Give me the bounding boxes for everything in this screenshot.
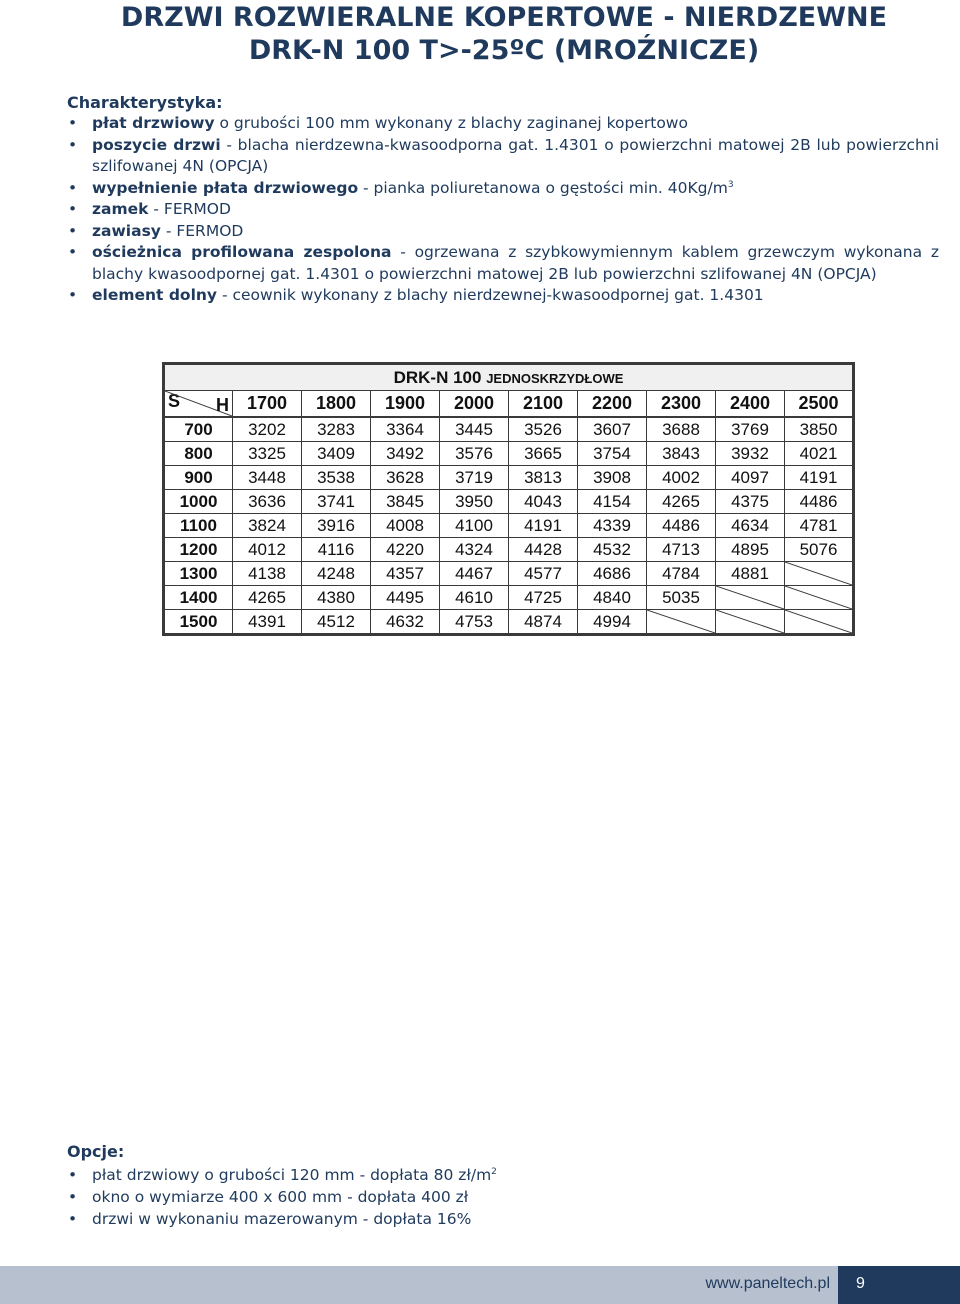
price-cell: 3754 <box>578 442 647 466</box>
price-cell: 5035 <box>647 586 716 610</box>
corner-cell <box>164 391 233 418</box>
price-cell: 4380 <box>302 586 371 610</box>
price-cell: 3850 <box>785 417 854 442</box>
spec-item <box>67 178 939 200</box>
price-cell: 4191 <box>785 466 854 490</box>
price-cell: 4840 <box>578 586 647 610</box>
price-cell: 4012 <box>233 538 302 562</box>
price-cell: 4532 <box>578 538 647 562</box>
price-cell: 4339 <box>578 514 647 538</box>
spec-label: płat drzwiowy <box>92 114 215 132</box>
price-cell: 3636 <box>233 490 302 514</box>
table-row <box>164 490 854 514</box>
price-cell: 3607 <box>578 417 647 442</box>
unavailable-cell <box>785 586 854 610</box>
price-cell: 4248 <box>302 562 371 586</box>
price-cell: 4495 <box>371 586 440 610</box>
price-cell: 3628 <box>371 466 440 490</box>
price-cell: 4002 <box>647 466 716 490</box>
price-cell: 4191 <box>509 514 578 538</box>
option-text: płat drzwiowy o grubości 120 mm - dopłata 80 zł/m <box>92 1166 492 1184</box>
price-cell: 3538 <box>302 466 371 490</box>
price-cell: 4428 <box>509 538 578 562</box>
price-cell: 4324 <box>440 538 509 562</box>
price-cell: 4097 <box>716 466 785 490</box>
option-item <box>67 1208 947 1230</box>
price-cell: 4138 <box>233 562 302 586</box>
height-header: 2300 <box>647 391 716 418</box>
price-cell: 3741 <box>302 490 371 514</box>
unavailable-cell <box>647 610 716 635</box>
price-cell: 4753 <box>440 610 509 635</box>
price-cell: 4610 <box>440 586 509 610</box>
height-header: 2100 <box>509 391 578 418</box>
price-cell: 4895 <box>716 538 785 562</box>
price-cell: 4467 <box>440 562 509 586</box>
height-header: 2200 <box>578 391 647 418</box>
height-header: 2400 <box>716 391 785 418</box>
width-header: 800 <box>164 442 233 466</box>
spec-text: - pianka poliuretanowa o gęstości min. 40Kg/m <box>358 178 728 197</box>
height-header: 1700 <box>233 391 302 418</box>
spec-item <box>67 113 939 135</box>
table-row <box>164 514 854 538</box>
unavailable-cell <box>716 586 785 610</box>
width-header: 1100 <box>164 514 233 538</box>
price-cell: 3364 <box>371 417 440 442</box>
spec-text: o grubości 100 mm wykonany z blachy zaginanej kopertowo <box>214 114 688 132</box>
price-cell: 4486 <box>785 490 854 514</box>
page-subtitle: DRK-N 100 T>-25ºC (MROŹNICZE) <box>248 35 760 66</box>
price-cell: 3409 <box>302 442 371 466</box>
price-cell: 4577 <box>509 562 578 586</box>
spec-label: zawiasy <box>92 221 161 240</box>
price-cell: 3526 <box>509 417 578 442</box>
spec-label: ościeżnica profilowana zespolona <box>92 243 392 261</box>
price-cell: 3576 <box>440 442 509 466</box>
price-cell: 4632 <box>371 610 440 635</box>
unavailable-cell <box>785 610 854 635</box>
spec-text: - ceownik wykonany z blachy nierdzewnej-kwasoodpornej gat. 1.4301 <box>217 286 764 304</box>
price-cell: 3492 <box>371 442 440 466</box>
price-cell: 3813 <box>509 466 578 490</box>
price-cell: 3445 <box>440 417 509 442</box>
spec-item <box>67 242 939 285</box>
spec-text: - FERMOD <box>160 221 244 240</box>
width-header: 1500 <box>164 610 233 635</box>
price-cell: 4008 <box>371 514 440 538</box>
table-row <box>164 610 854 635</box>
price-cell: 4100 <box>440 514 509 538</box>
width-header: 1200 <box>164 538 233 562</box>
width-axis-label: S <box>168 391 181 411</box>
table-title: DRK-N 100 JEDNOSKRZYDŁOWE <box>164 364 854 391</box>
table-row <box>164 466 854 490</box>
height-header: 2000 <box>440 391 509 418</box>
price-cell: 4116 <box>302 538 371 562</box>
price-cell: 3950 <box>440 490 509 514</box>
width-header: 1400 <box>164 586 233 610</box>
table-row <box>164 586 854 610</box>
table-row <box>164 417 854 442</box>
options-list <box>67 1164 947 1230</box>
price-cell: 3688 <box>647 417 716 442</box>
price-table <box>162 362 855 636</box>
unavailable-cell <box>785 562 854 586</box>
spec-label: wypełnienie płata drzwiowego <box>92 178 359 197</box>
options-heading: Opcje: <box>67 1142 125 1161</box>
spec-item <box>67 135 939 178</box>
price-cell: 4686 <box>578 562 647 586</box>
price-cell: 3845 <box>371 490 440 514</box>
width-header: 1000 <box>164 490 233 514</box>
price-cell: 4994 <box>578 610 647 635</box>
price-cell: 4265 <box>647 490 716 514</box>
price-cell: 4021 <box>785 442 854 466</box>
price-cell: 3769 <box>716 417 785 442</box>
website-link[interactable]: www.paneltech.pl <box>705 1275 830 1292</box>
price-cell: 4486 <box>647 514 716 538</box>
option-item <box>67 1164 947 1186</box>
page-title: DRZWI ROZWIERALNE KOPERTOWE - NIERDZEWNE <box>120 2 888 33</box>
option-text: drzwi w wykonaniu mazerowanym - dopłata 16% <box>92 1210 472 1228</box>
price-cell: 4881 <box>716 562 785 586</box>
price-cell: 3843 <box>647 442 716 466</box>
price-cell: 3665 <box>509 442 578 466</box>
price-cell: 4154 <box>578 490 647 514</box>
height-header: 1800 <box>302 391 371 418</box>
footer-bar <box>0 1266 960 1304</box>
spec-text: - ogrzewana z szybkowymiennym kablem grzewczym wykonana z blachy kwasoodpornej gat. 1.4301 o powierzchni matowej 2B lub powierzchni szlifowanej 4N (OPCJA) <box>92 243 939 283</box>
height-header: 2500 <box>785 391 854 418</box>
page-number-box <box>838 1266 960 1304</box>
spec-label: poszycie drzwi <box>92 135 221 154</box>
spec-text: - FERMOD <box>148 200 231 218</box>
price-cell: 4391 <box>233 610 302 635</box>
price-cell: 3448 <box>233 466 302 490</box>
price-cell: 3824 <box>233 514 302 538</box>
characteristics-heading: Charakterystyka: <box>67 93 223 112</box>
price-cell: 4725 <box>509 586 578 610</box>
width-header: 1300 <box>164 562 233 586</box>
width-header: 900 <box>164 466 233 490</box>
price-cell: 3908 <box>578 466 647 490</box>
price-cell: 4874 <box>509 610 578 635</box>
table-row <box>164 538 854 562</box>
option-superscript: 2 <box>491 1166 497 1177</box>
spec-item <box>67 285 939 307</box>
price-cell: 3202 <box>233 417 302 442</box>
price-cell: 4781 <box>785 514 854 538</box>
width-header: 700 <box>164 417 233 442</box>
spec-label: zamek <box>92 200 149 218</box>
price-cell: 4713 <box>647 538 716 562</box>
unavailable-cell <box>716 610 785 635</box>
spec-item <box>67 199 939 221</box>
price-cell: 4265 <box>233 586 302 610</box>
height-header: 1900 <box>371 391 440 418</box>
spec-superscript: 3 <box>727 179 734 190</box>
option-text: okno o wymiarze 400 x 600 mm - dopłata 400 zł <box>92 1188 469 1206</box>
price-cell: 4375 <box>716 490 785 514</box>
price-cell: 4784 <box>647 562 716 586</box>
price-cell: 3283 <box>302 417 371 442</box>
price-cell: 4043 <box>509 490 578 514</box>
spec-text: - blacha nierdzewna-kwasoodporna gat. 1.4301 o powierzchni matowej 2B lub powierzchni szlifowanej 4N (OPCJA) <box>92 135 939 175</box>
table-row <box>164 442 854 466</box>
page-number: 9 <box>856 1275 865 1292</box>
spec-item <box>67 221 939 243</box>
option-item <box>67 1186 947 1208</box>
height-axis-label: H <box>216 395 229 415</box>
price-cell: 3916 <box>302 514 371 538</box>
price-cell: 5076 <box>785 538 854 562</box>
spec-label: element dolny <box>92 286 218 304</box>
price-cell: 4634 <box>716 514 785 538</box>
characteristics-list <box>67 113 939 307</box>
price-cell: 4357 <box>371 562 440 586</box>
price-cell: 3325 <box>233 442 302 466</box>
table-row <box>164 562 854 586</box>
price-cell: 4220 <box>371 538 440 562</box>
price-cell: 3932 <box>716 442 785 466</box>
price-cell: 4512 <box>302 610 371 635</box>
price-cell: 3719 <box>440 466 509 490</box>
